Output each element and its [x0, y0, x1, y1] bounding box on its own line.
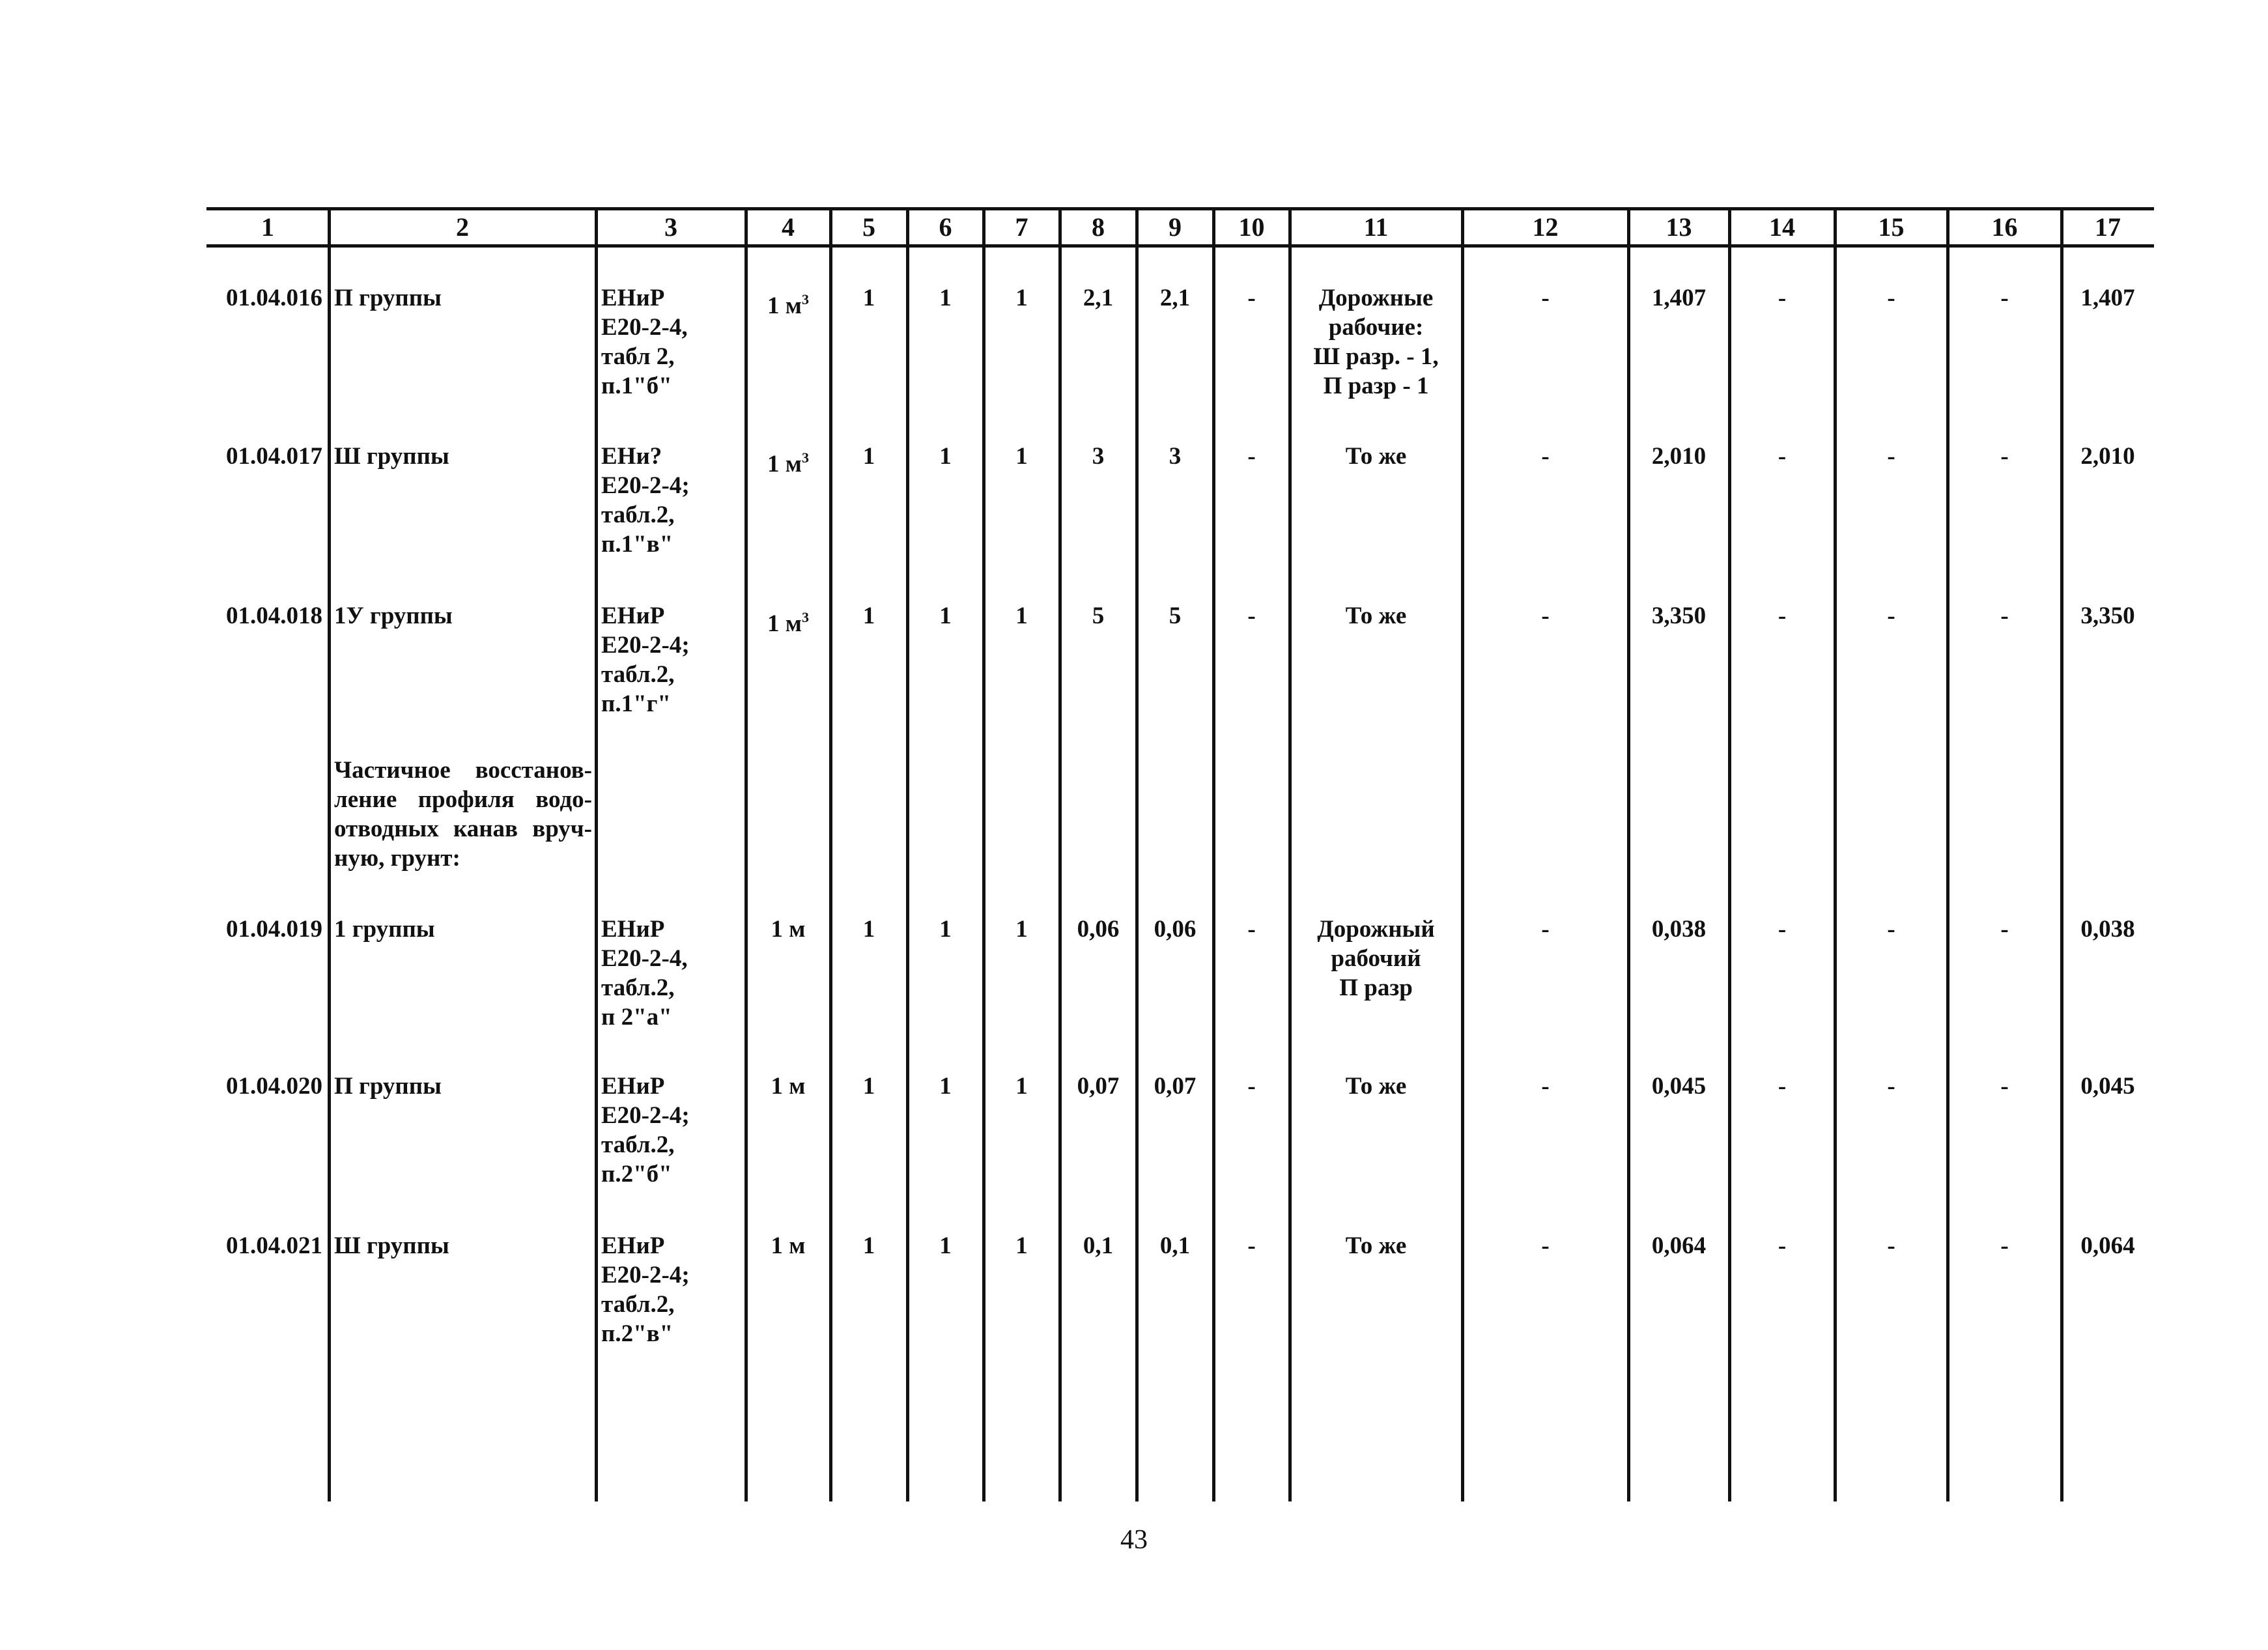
section-heading-line: Частичное восстанов- — [334, 757, 592, 784]
header-cell: 1 — [261, 212, 274, 242]
row-value-col17: 0,064 — [2080, 1232, 2135, 1259]
row-code: 01.04.017 — [226, 443, 322, 470]
row-value-col15: - — [1887, 603, 1895, 629]
table-top-rule — [206, 207, 2154, 210]
row-value-col16: - — [2000, 1232, 2009, 1259]
row-name: 1У группы — [334, 603, 453, 629]
row-value-col8: 0,1 — [1083, 1232, 1114, 1259]
row-value-col10: - — [1247, 285, 1256, 311]
row-value-col12: - — [1541, 443, 1550, 470]
row-unit — [746, 1072, 830, 1101]
row-value-col9: 5 — [1169, 603, 1182, 629]
row-name: Ш группы — [334, 443, 449, 470]
header-cell: 6 — [939, 212, 952, 242]
row-value-col6: 1 — [939, 916, 952, 943]
row-value-col10: - — [1247, 916, 1256, 943]
row-code: 01.04.016 — [226, 285, 322, 311]
row-value-col10: - — [1247, 443, 1256, 470]
row-value-col14: - — [1778, 443, 1787, 470]
column-divider — [328, 207, 331, 1501]
row-unit — [746, 449, 830, 479]
row-value-col17: 1,407 — [2080, 285, 2135, 311]
header-cell: 11 — [1363, 212, 1389, 242]
row-value-col7: 1 — [1015, 1232, 1028, 1259]
column-divider — [1627, 207, 1630, 1501]
row-value-col15: - — [1887, 1232, 1895, 1259]
row-value-col12: - — [1541, 1232, 1550, 1259]
row-name: П группы — [334, 1073, 442, 1100]
row-value-col6: 1 — [939, 285, 952, 311]
row-value-col6: 1 — [939, 1073, 952, 1100]
row-value-col14: - — [1778, 285, 1787, 311]
section-heading-line: ление профиля водо- — [334, 786, 592, 813]
row-reference-line: Е20-2-4, — [601, 945, 688, 972]
row-value-col10: - — [1247, 603, 1256, 629]
header-cell: 8 — [1092, 212, 1105, 242]
row-workers-line: рабочий — [1331, 945, 1421, 972]
row-value-col5: 1 — [862, 443, 875, 470]
row-value-col10: - — [1247, 1232, 1256, 1259]
row-reference-line: табл.2, — [601, 661, 675, 688]
header-cell: 5 — [862, 212, 875, 242]
row-value-col9: 3 — [1169, 443, 1182, 470]
row-value-col8: 0,07 — [1077, 1073, 1120, 1100]
row-value-col9: 0,07 — [1154, 1073, 1197, 1100]
column-divider — [829, 207, 832, 1501]
column-divider — [595, 207, 598, 1501]
row-value-col9: 2,1 — [1159, 285, 1191, 311]
row-unit — [746, 291, 830, 320]
row-value-col14: - — [1778, 1073, 1787, 1100]
row-value-col9: 0,06 — [1154, 916, 1197, 943]
row-reference-line: табл.2, — [601, 502, 675, 528]
row-value-col7: 1 — [1015, 285, 1028, 311]
column-divider — [1461, 207, 1464, 1501]
row-value-col13: 1,407 — [1651, 285, 1707, 311]
unit-text: 1 м — [767, 610, 802, 637]
row-value-col16: - — [2000, 285, 2009, 311]
row-value-col10: - — [1247, 1073, 1256, 1100]
row-value-col17: 0,045 — [2080, 1073, 2135, 1100]
column-divider — [906, 207, 909, 1501]
section-heading-line: ную, грунт: — [334, 845, 461, 872]
row-value-col7: 1 — [1015, 916, 1028, 943]
row-value-col13: 0,038 — [1651, 916, 1707, 943]
header-bottom-rule — [206, 244, 2154, 248]
row-value-col17: 3,350 — [2080, 603, 2135, 629]
row-workers-line: Ш разр. - 1, — [1313, 343, 1439, 370]
row-value-col14: - — [1778, 1232, 1787, 1259]
row-name: 1 группы — [334, 916, 435, 943]
row-value-col13: 0,045 — [1651, 1073, 1707, 1100]
header-cell: 4 — [782, 212, 795, 242]
column-divider — [1728, 207, 1731, 1501]
row-reference-line: п 2"а" — [601, 1004, 672, 1031]
header-cell: 2 — [456, 212, 469, 242]
row-workers-line: То же — [1345, 603, 1407, 629]
column-divider — [2060, 207, 2063, 1501]
row-name: П группы — [334, 285, 442, 311]
row-value-col15: - — [1887, 916, 1895, 943]
header-cell: 9 — [1169, 212, 1182, 242]
row-value-col7: 1 — [1015, 603, 1028, 629]
row-value-col5: 1 — [862, 1232, 875, 1259]
row-value-col7: 1 — [1015, 443, 1028, 470]
row-workers-line: Дорожный — [1317, 916, 1435, 943]
row-value-col16: - — [2000, 1073, 2009, 1100]
row-workers-line: То же — [1345, 1232, 1407, 1259]
row-reference-line: п.1"в" — [601, 531, 673, 558]
row-reference-line: табл.2, — [601, 1291, 675, 1318]
row-value-col12: - — [1541, 285, 1550, 311]
header-cell: 3 — [664, 212, 677, 242]
row-value-col15: - — [1887, 1073, 1895, 1100]
row-value-col6: 1 — [939, 443, 952, 470]
row-value-col15: - — [1887, 285, 1895, 311]
column-divider — [744, 207, 748, 1501]
row-reference-line: табл.2, — [601, 974, 675, 1001]
row-reference-line: п.1"г" — [601, 690, 671, 717]
column-divider — [1834, 207, 1837, 1501]
column-divider — [1946, 207, 1949, 1501]
unit-text: 1 м — [771, 1073, 806, 1100]
unit-superscript: 3 — [801, 609, 809, 625]
header-cell: 12 — [1532, 212, 1559, 242]
row-unit — [746, 609, 830, 638]
row-value-col16: - — [2000, 916, 2009, 943]
row-value-col8: 0,06 — [1077, 916, 1120, 943]
row-value-col5: 1 — [862, 1073, 875, 1100]
row-reference-line: табл.2, — [601, 1131, 675, 1158]
row-value-col14: - — [1778, 603, 1787, 629]
row-reference-line: Е20-2-4, — [601, 314, 688, 341]
row-value-col12: - — [1541, 603, 1550, 629]
row-workers-line: Дорожные — [1318, 285, 1434, 311]
row-value-col12: - — [1541, 916, 1550, 943]
row-code: 01.04.018 — [226, 603, 322, 629]
row-value-col7: 1 — [1015, 1073, 1028, 1100]
header-cell: 17 — [2095, 212, 2121, 242]
row-unit — [746, 1231, 830, 1260]
unit-text: 1 м — [767, 451, 802, 477]
row-reference-line: ЕНиР — [601, 1232, 665, 1259]
header-cell: 16 — [1991, 212, 2018, 242]
row-value-col12: - — [1541, 1073, 1550, 1100]
row-value-col13: 3,350 — [1651, 603, 1707, 629]
row-reference-line: п.2"в" — [601, 1320, 673, 1347]
row-reference-line: ЕНиР — [601, 1073, 665, 1100]
row-value-col8: 2,1 — [1083, 285, 1114, 311]
header-cell: 10 — [1238, 212, 1265, 242]
row-reference-line: ЕНи? — [601, 443, 662, 470]
column-divider — [1212, 207, 1215, 1501]
row-value-col13: 2,010 — [1651, 443, 1707, 470]
row-name: Ш группы — [334, 1232, 449, 1259]
row-value-col13: 0,064 — [1651, 1232, 1707, 1259]
row-value-col16: - — [2000, 603, 2009, 629]
unit-superscript: 3 — [801, 291, 809, 307]
row-value-col5: 1 — [862, 916, 875, 943]
header-cell: 15 — [1878, 212, 1905, 242]
row-workers-line: П разр — [1339, 974, 1413, 1001]
header-cell: 14 — [1769, 212, 1795, 242]
unit-text: 1 м — [771, 1232, 806, 1259]
column-divider — [982, 207, 985, 1501]
row-reference-line: ЕНиР — [601, 603, 665, 629]
row-unit — [746, 915, 830, 944]
row-reference-line: п.1"б" — [601, 373, 672, 399]
column-divider — [1135, 207, 1139, 1501]
row-workers-line: То же — [1345, 443, 1407, 470]
column-divider — [1058, 207, 1062, 1501]
row-code: 01.04.021 — [226, 1232, 322, 1259]
row-code: 01.04.019 — [226, 916, 322, 943]
row-value-col6: 1 — [939, 1232, 952, 1259]
row-value-col16: - — [2000, 443, 2009, 470]
header-cell: 13 — [1666, 212, 1692, 242]
unit-text: 1 м — [767, 292, 802, 319]
row-value-col6: 1 — [939, 603, 952, 629]
row-reference-line: Е20-2-4; — [601, 472, 690, 499]
column-divider — [1288, 207, 1292, 1501]
row-workers-line: рабочие: — [1328, 314, 1424, 341]
row-reference-line: ЕНиР — [601, 916, 665, 943]
unit-text: 1 м — [771, 916, 806, 943]
row-reference-line: Е20-2-4; — [601, 632, 690, 659]
section-heading-line: отводных канав вруч- — [334, 816, 592, 842]
row-value-col9: 0,1 — [1159, 1232, 1191, 1259]
row-reference-line: ЕНиР — [601, 285, 665, 311]
row-reference-line: п.2"б" — [601, 1161, 672, 1188]
page-number: 43 — [1120, 1525, 1148, 1555]
unit-superscript: 3 — [801, 449, 809, 466]
header-cell: 7 — [1015, 212, 1028, 242]
row-workers-line: П разр - 1 — [1323, 373, 1429, 399]
row-reference-line: Е20-2-4; — [601, 1102, 690, 1129]
row-reference-line: табл 2, — [601, 343, 675, 370]
row-value-col5: 1 — [862, 603, 875, 629]
row-code: 01.04.020 — [226, 1073, 322, 1100]
row-value-col8: 5 — [1092, 603, 1105, 629]
row-reference-line: Е20-2-4; — [601, 1262, 690, 1288]
row-value-col17: 2,010 — [2080, 443, 2135, 470]
row-value-col17: 0,038 — [2080, 916, 2135, 943]
row-value-col14: - — [1778, 916, 1787, 943]
row-workers-line: То же — [1345, 1073, 1407, 1100]
row-value-col8: 3 — [1092, 443, 1105, 470]
row-value-col5: 1 — [862, 285, 875, 311]
row-value-col15: - — [1887, 443, 1895, 470]
